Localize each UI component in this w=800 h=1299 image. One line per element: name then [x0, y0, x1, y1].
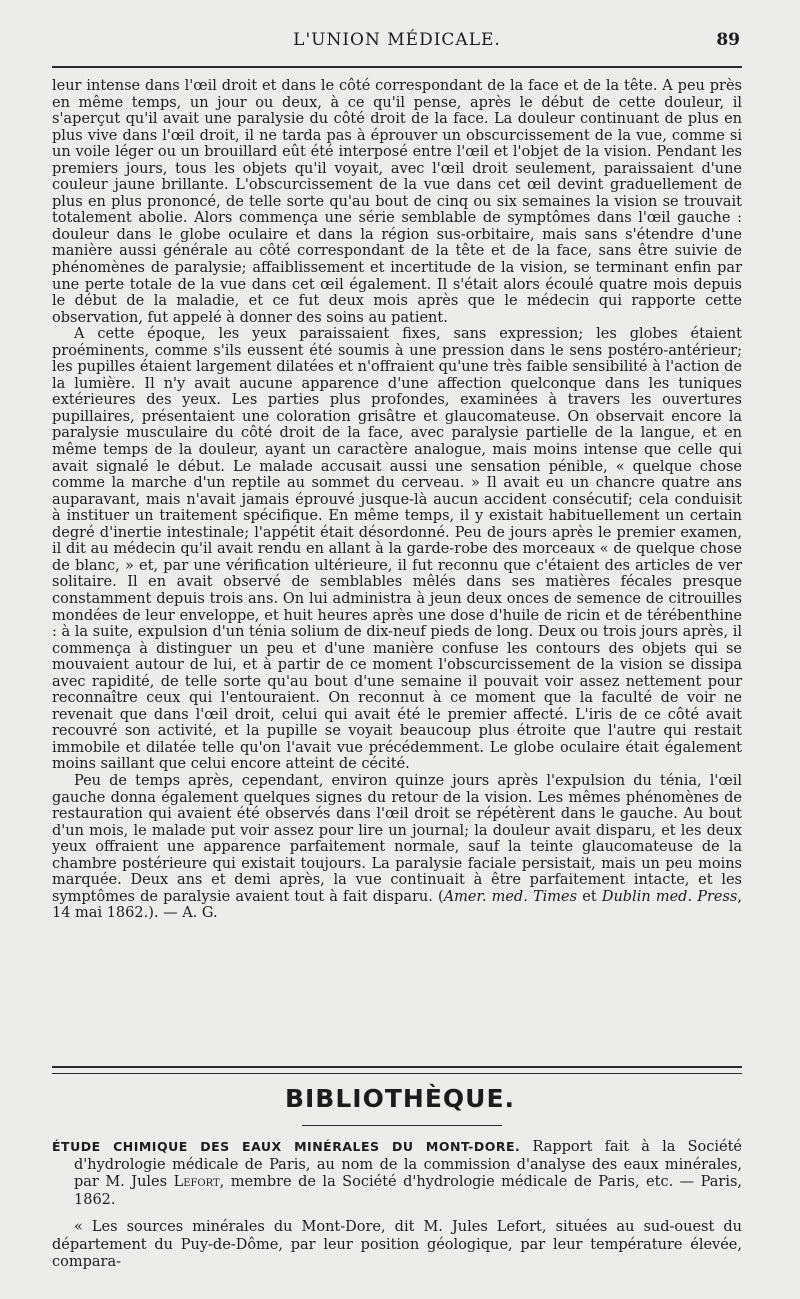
citation-and: et [577, 888, 602, 905]
article-paragraph: leur intense dans l'œil droit et dans le côté correspondant de la face et de la tête. A peu près en même temps, un jour ou deux, à ce qu'il pense, après le début de cette douleur, il s'aperçut qu'il avait une paralysie du côté droit de la face. La douleur continuant de plus en plus vive dans l'œil droit, il ne tarda pas à éprouver un obscurcissement de la vue, comme si un voile léger ou un brouillard eût été interposé entre l'œil et l'objet de la vision. Pendant les premiers jours, tous les objets qu'il voyait, avec l'œil droit seulement, paraissaient d'une couleur jaune brillante. L'obscurcissement de la vue dans cet œil devint graduellement de plus en plus prononcé, de telle sorte qu'au bout de cinq ou six semaines la vision se trouvait totalement abolie. Alors commença une série semblable de symptômes dans l'œil gauche : douleur dans le globe oculaire et dans la région sus-orbitaire, mais sans s'étendre d'une manière aussi générale au côté correspondant de la tête et de la face, sans être suivie de phénomènes de paralysie; affaiblissement et incertitude de la vision, se terminant enfin par une perte totale de la vue dans cet œil également. Il s'était alors écoulé quatre mois depuis le début de la maladie, et ce fut deux mois après que le médecin qui rapporte cette observation, fut appelé à donner des soins au patient. [52, 78, 742, 326]
header-rule [52, 66, 742, 68]
citation-journal: Amer. med. Times [443, 888, 578, 905]
entry-text: , membre de la Société d'hydrologie médicale de Paris, etc. — Paris, 1862. [74, 1174, 743, 1208]
heading-rule [302, 1125, 502, 1126]
bibliography-entry [52, 1138, 742, 1209]
citation-journal: Dublin med. Press [601, 888, 738, 905]
bibliography [52, 1138, 742, 1272]
bibliography-quote: « Les sources minérales du Mont-Dore, dit M. Jules Lefort, situées au sud-ouest du département du Puy-de-Dôme, par leur position géologique, par leur température élevée, compara- [52, 1219, 742, 1270]
article-paragraph-text: Peu de temps après, cependant, environ quinze jours après l'expulsion du ténia, l'œil gauche donna également quelques signes du retour de la vision. Les mêmes phénomènes de restauration qui avaient été observés dans l'œil droit se répétèrent dans le gauche. Au bout d'un mois, le malade put voir assez pour lire un journal; la douleur avait disparu, et les deux yeux offraient une apparence parfaitement normale, sauf la teinte glaucomateuse de la chambre postérieure qui existait toujours. La paralysie faciale persistait, mais un peu moins marquée. Deux ans et demi après, la vue continuait à être parfaitement intacte, et les symptômes de paralysie avaient tout à fait disparu. ( [52, 772, 742, 905]
page-number: 89 [716, 30, 740, 50]
page-header [52, 30, 742, 56]
entry-text: Rapport fait à la Société d'hydrologie médicale de Paris, au nom de la commission d'analyse des eaux minérales, par M. Jules [74, 1139, 742, 1190]
article-paragraph: A cette époque, les yeux paraissaient fixes, sans expression; les globes étaient proéminents, comme s'ils eussent été soumis à une pression dans le sens postéro-antérieur; les pupilles étaient largement dilatées et n'offraient qu'une très faible sensibilité à l'action de la lumière. Il n'y avait aucune apparence d'une affection quelconque dans les tuniques extérieures des yeux. Les parties plus profondes, examinées à travers les ouvertures pupillaires, présentaient une coloration grisâtre et glaucomateuse. On observait encore la paralysie musculaire du côté droit de la face, avec paralysie partielle de la langue, et en même temps de la douleur, ayant un caractère analogue, mais moins intense que celle qui avait signalé le début. Le malade accusait aussi une sensation pénible, « quelque chose comme la marche d'un reptile au sommet du cerveau. » Il avait eu un chancre quatre ans auparavant, mais n'avait jamais éprouvé jusque-là aucun accident consécutif; cela conduisit à instituer un traitement spécifique. En même temps, il y existait habituellement un certain degré d'inertie intestinale; l'appétit était désordonné. Peu de jours après le premier examen, il dit au médecin qu'il avait rendu en allant à la garde-robe des morceaux « de quelque chose de blanc, » et, par une vérification ultérieure, il fut reconnu que c'étaient des articles de ver solitaire. Il en avait observé de semblables mêlés dans ses matières fécales presque constamment depuis trois ans. On lui administra à jeun deux onces de semence de citrouilles mondées de leur enveloppe, et huit heures après une dose d'huile de ricin et de térébenthine : à la suite, expulsion d'un ténia solium de dix-neuf pieds de long. Deux ou trois jours après, il commença à distinguer un peu et d'une manière confuse les contours des objets qui se mouvaient autour de lui, et à partir de ce moment l'obscurcissement de la vision se dissipa avec rapidité, de telle sorte qu'au bout d'une semaine il pouvait voir assez nettement pour reconnaître ceux qui l'entouraient. On reconnut à ce moment que la faculté de voir ne revenait que dans l'œil droit, celui qui avait été le premier affecté. L'iris de ce côté avait recouvré son activité, et la pupille se voyait beaucoup plus étroite que l'autre qui restait immobile et dilatée telle qu'on l'avait vue précédemment. Le globe oculaire était également moins saillant que celui encore atteint de cécité. [52, 326, 742, 773]
article-paragraph-final [52, 773, 742, 922]
entry-author: Lefort [173, 1174, 220, 1190]
section-divider [52, 1066, 742, 1074]
section-heading: BIBLIOTHÈQUE. [284, 1084, 516, 1113]
running-title: L'UNION MÉDICALE. [293, 30, 501, 50]
article-body [52, 78, 742, 922]
citation-date-signature: , 14 mai 1862.). — A. G. [52, 888, 742, 922]
entry-title: ÉTUDE CHIMIQUE DES EAUX MINÉRALES DU MONT-DORE. [52, 1139, 521, 1154]
